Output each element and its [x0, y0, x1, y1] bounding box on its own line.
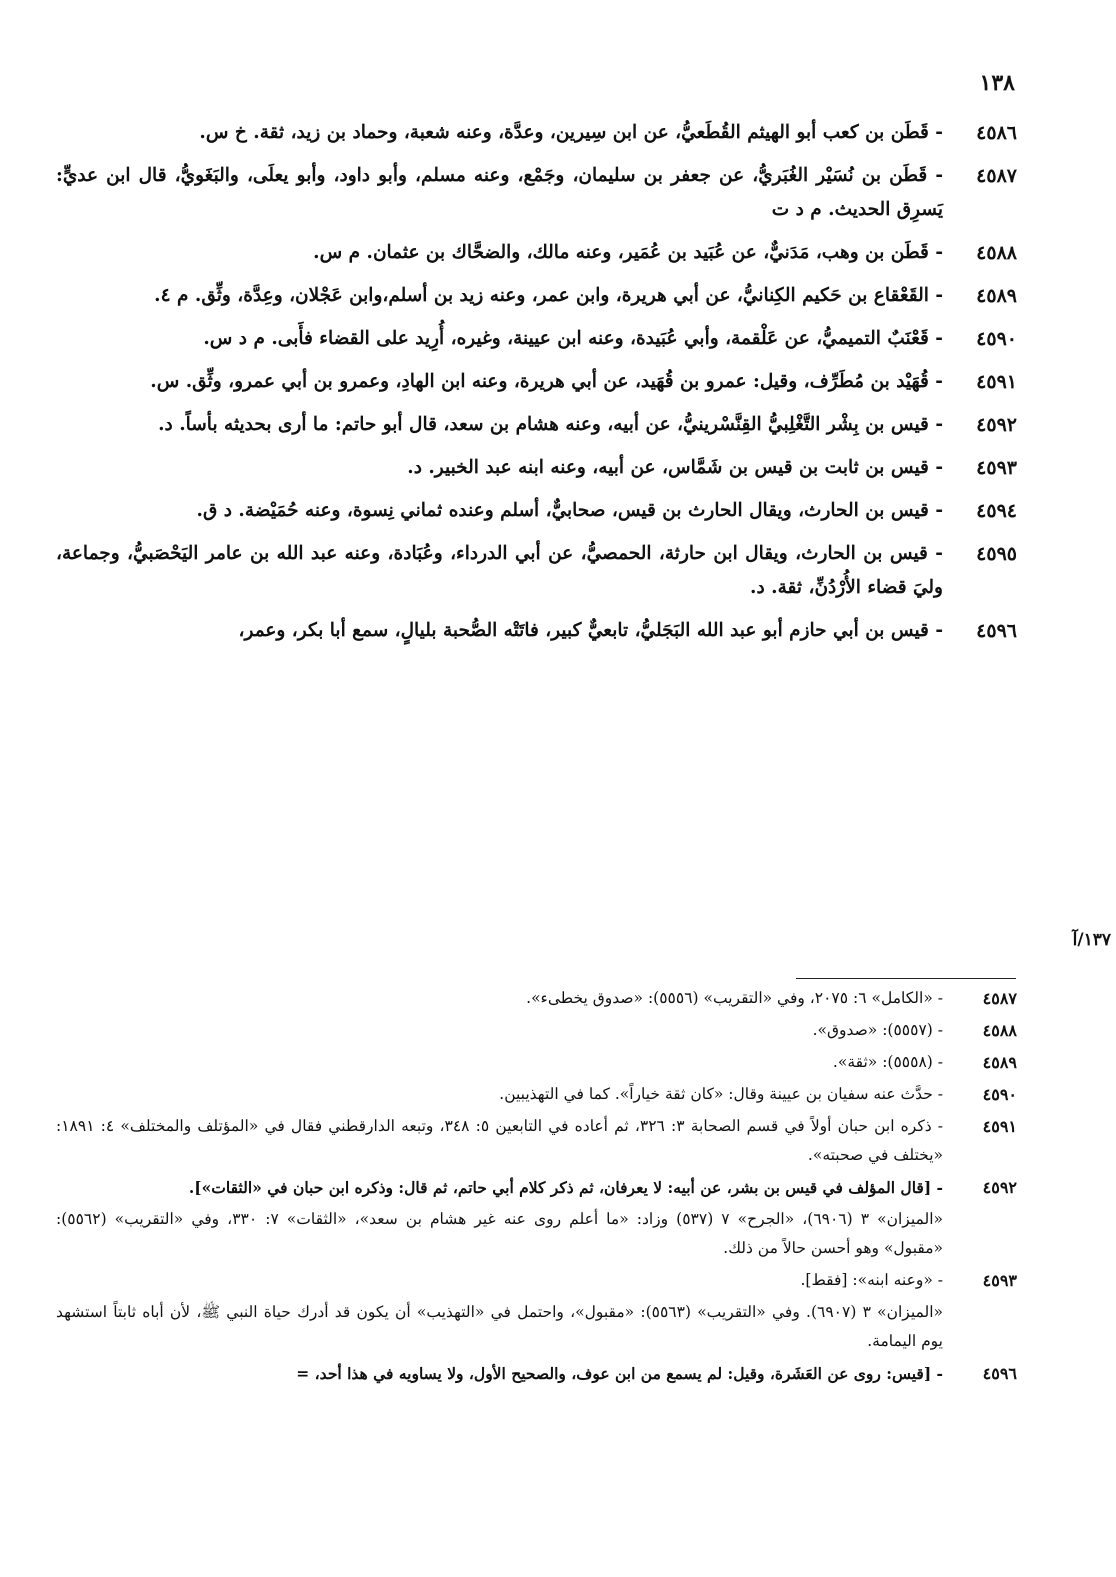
footnote-text: - «الكامل» ٦: ٢٠٧٥، وفي «التقريب» (٥٥٥٦): «صدوق يخطىء».	[526, 989, 943, 1007]
entry-text: - قيس بن ثابت بن قيس بن شَمَّاس، عن أبيه، وعنه ابنه عبد الخبير. د.	[407, 457, 943, 478]
entry	[56, 159, 1017, 227]
entry	[56, 279, 1017, 313]
entry-number: ٤٥٨٨	[976, 242, 1017, 264]
footnote-number: ٤٥٨٨	[982, 1021, 1017, 1040]
entry-text: - قَعْنَبٌ التميميُّ، عن عَلْقمة، وأبي عُبَيدة، وعنه ابن عيينة، وغيره، أُرِيد على القضاء فأَبى. م د س.	[203, 328, 943, 349]
entry-text: - قَطَن بن وهب، مَدَنيٌّ، عن عُبَيد بن عُمَير، وعنه مالك، والضحَّاك بن عثمان. م س.	[313, 242, 943, 263]
footnote	[56, 1048, 1017, 1077]
footnote-text: - «وعنه ابنه»: [فقط].	[800, 1271, 943, 1289]
footnote	[56, 1112, 1017, 1170]
footnote-text: - ذكره ابن حبان أولاً في قسم الصحابة ٣: ٣٢٦، ثم أعاده في التابعين ٥: ٣٤٨، وتبعه الدارقطني فقال في «المؤتلف والمختلف» ٤: ١٨٩١: «يختلف في صحبته».	[56, 1117, 944, 1164]
footnote-text: - [قيس: روى عن العَشَرة، وقيل: لم يسمع من ابن عوف، والصحيح الأول، ولا يساويه في هذا أحد، =	[296, 1364, 943, 1383]
entry-text: - قَطَن بن كعب أبو الهيثم القُطَعيُّ، عن ابن سِيرين، وعدَّة، وعنه شعبة، وحماد بن زيد، ثقة. خ س.	[199, 122, 943, 143]
entry	[56, 408, 1017, 442]
footnote	[56, 1173, 1017, 1202]
footnote-text: - (٥٥٥٧): «صدوق».	[812, 1021, 943, 1039]
entry	[56, 537, 1017, 605]
footnote-text: - حدَّث عنه سفيان بن عيينة وقال: «كان ثقة خياراً». كما في التهذيبين.	[499, 1085, 943, 1103]
entry-text: - قُهَيْد بن مُطَرِّف، وقيل: عمرو بن قُهَيد، عن أبي هريرة، وعنه ابن الهادِ، وعمرو بن أبي عمرو، وثِّق. س.	[150, 371, 943, 392]
footnote-text: - [قال المؤلف في قيس بن بشر، عن أبيه: لا يعرفان، ثم ذكر كلام أبي حاتم، ثم قال: وذكره ابن حبان في «الثقات»].	[188, 1178, 943, 1197]
entry-text: - قيس بن الحارث، ويقال الحارث بن قيس، صحابيٌّ، أسلم وعنده ثماني نِسوة، وعنه حُمَيْضة. د ق.	[196, 500, 943, 521]
entry-number: ٤٥٩٠	[976, 328, 1017, 350]
entry-number: ٤٥٨٦	[976, 122, 1017, 144]
entry-text: - القَعْقاع بن حَكيم الكِنانيُّ، عن أبي هريرة، وابن عمر، وعنه زيد بن أسلم،وابن عَجْلان، وعِدَّة، وثِّق. م ٤.	[154, 285, 943, 306]
footnote	[56, 1266, 1017, 1295]
entry-text: - قيس بن الحارث، ويقال ابن حارثة، الحمصيُّ، عن أبي الدرداء، وعُبَادة، وعنه عبد الله بن عامر اليَحْصَبيُّ، وجماعة، وليَ قضاء الأُرْدُنِّ، ثقة. د.	[56, 543, 943, 598]
entry	[56, 116, 1017, 150]
footnote	[56, 1080, 1017, 1109]
entry-text: - قَطَن بن نُسَيْر الغُبَريُّ، عن جعفر بن سليمان، وجَمْع، وعنه مسلم، وأبو داود، وأبو يعلَى، والبَغَويُّ، قال ابن عديٍّ: يَسرِق الحديث. م د ت	[56, 165, 943, 220]
entry-number: ٤٥٨٩	[976, 285, 1017, 307]
main-text	[56, 116, 1017, 657]
footnote-number: ٤٥٩٣	[982, 1271, 1017, 1290]
footnote-continuation: «الميزان» ٣ (٦٩٠٧). وفي «التقريب» (٥٥٦٣): «مقبول»، واحتمل في «التهذيب» أن يكون قد أدرك حياة النبي ﷺ، لأن أباه ثابتاً استشهد يوم اليمامة.	[56, 1303, 943, 1350]
footnote	[56, 1359, 1017, 1388]
footnote-separator	[796, 978, 1016, 979]
footnote-number: ٤٥٩٢	[982, 1178, 1017, 1197]
entry-text: - قيس بن أبي حازم أبو عبد الله البَجَليُّ، تابعيٌّ كبير، فاتَتْه الصُّحبة بليالٍ، سمع أبا بكر، وعمر،	[238, 620, 943, 641]
page-number: ١٣٨	[979, 70, 1015, 96]
entry-number: ٤٥٩٦	[976, 620, 1017, 642]
footnote	[56, 984, 1017, 1013]
footnote-continuation: «الميزان» ٣ (٦٩٠٦)، «الجرح» ٧ (٥٣٧) وزاد: «ما أعلم روى عنه غير هشام بن سعد»، «الثقات» ٧: ٣٣٠، وفي «التقريب» (٥٥٦٢): «مقبول» وهو أحسن حالاً من ذلك.	[56, 1210, 943, 1257]
footnote-number: ٤٥٩٠	[982, 1085, 1017, 1104]
entry-number: ٤٥٩٣	[976, 457, 1017, 479]
entry-number: ٤٥٩٤	[976, 500, 1017, 522]
footnote	[56, 1016, 1017, 1045]
footnote-number: ٤٥٨٩	[982, 1053, 1017, 1072]
entry-number: ٤٥٩٥	[976, 543, 1017, 565]
entry	[56, 494, 1017, 528]
footnote-number: ٤٥٩٦	[982, 1364, 1017, 1383]
footnotes	[56, 984, 1017, 1391]
footnote-number: ٤٥٨٧	[982, 989, 1017, 1008]
entry-text: - قيس بن بِشْر التَّغْلِبيُّ القِنَّسْرينيُّ، عن أبيه، وعنه هشام بن سعد، قال أبو حاتم: ما أرى بحديثه بأساً. د.	[158, 414, 943, 435]
entry-number: ٤٥٨٧	[976, 165, 1017, 187]
margin-folio-reference: ١٣٧/آ	[1072, 930, 1111, 950]
entry	[56, 365, 1017, 399]
entry	[56, 322, 1017, 356]
footnote-text: - (٥٥٥٨): «ثقة».	[832, 1053, 943, 1071]
entry	[56, 614, 1017, 648]
entry	[56, 236, 1017, 270]
entry-number: ٤٥٩١	[976, 371, 1017, 393]
entry-number: ٤٥٩٢	[976, 414, 1017, 436]
entry	[56, 451, 1017, 485]
footnote-number: ٤٥٩١	[982, 1117, 1017, 1136]
